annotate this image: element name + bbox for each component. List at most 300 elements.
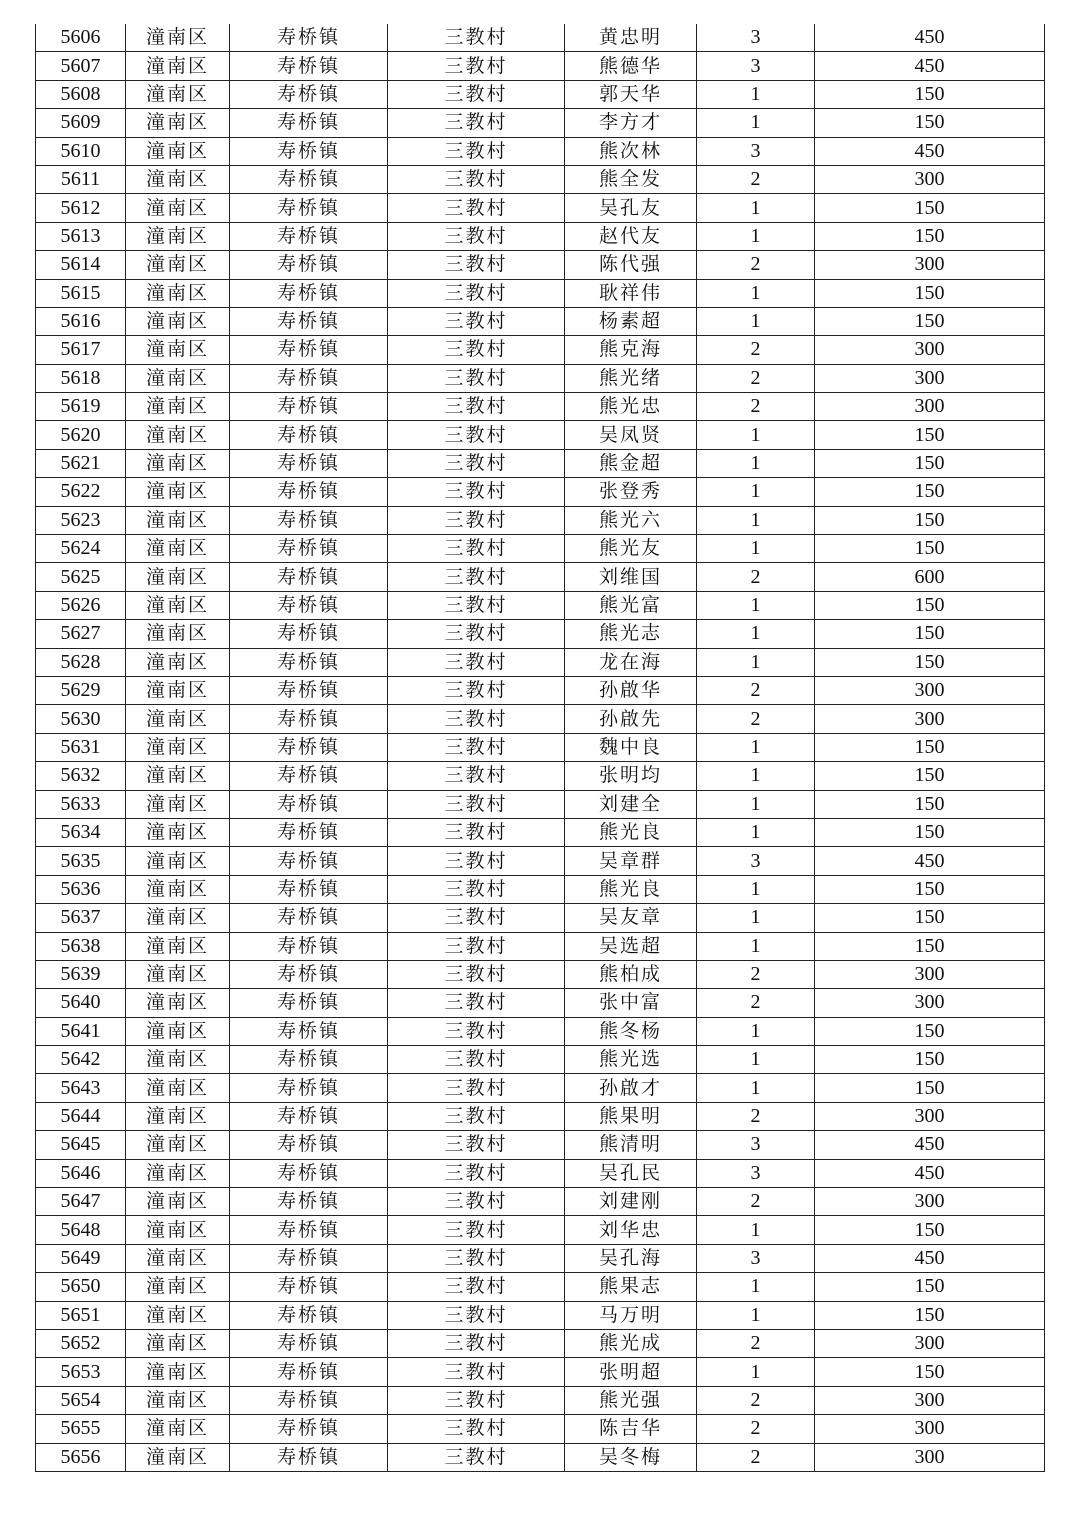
cell-town: 寿桥镇 — [230, 222, 388, 250]
cell-amount: 150 — [815, 506, 1045, 534]
cell-amount: 150 — [815, 932, 1045, 960]
cell-name: 吴章群 — [565, 847, 697, 875]
table-row — [36, 535, 1045, 563]
cell-district: 潼南区 — [126, 762, 230, 790]
cell-town: 寿桥镇 — [230, 364, 388, 392]
cell-no: 5642 — [36, 1046, 126, 1074]
cell-district: 潼南区 — [126, 648, 230, 676]
cell-name: 吴冬梅 — [565, 1443, 697, 1471]
cell-village: 三教村 — [388, 109, 565, 137]
cell-no: 5655 — [36, 1415, 126, 1443]
cell-village: 三教村 — [388, 393, 565, 421]
cell-town: 寿桥镇 — [230, 847, 388, 875]
cell-amount: 150 — [815, 109, 1045, 137]
cell-village: 三教村 — [388, 818, 565, 846]
table-row — [36, 648, 1045, 676]
cell-town: 寿桥镇 — [230, 24, 388, 52]
cell-district: 潼南区 — [126, 1102, 230, 1130]
cell-town: 寿桥镇 — [230, 762, 388, 790]
cell-persons: 1 — [697, 1301, 815, 1329]
cell-amount: 300 — [815, 1386, 1045, 1414]
cell-persons: 2 — [697, 336, 815, 364]
cell-amount: 300 — [815, 165, 1045, 193]
cell-village: 三教村 — [388, 535, 565, 563]
cell-no: 5622 — [36, 478, 126, 506]
cell-village: 三教村 — [388, 904, 565, 932]
cell-town: 寿桥镇 — [230, 989, 388, 1017]
cell-amount: 150 — [815, 790, 1045, 818]
table-row — [36, 1188, 1045, 1216]
cell-village: 三教村 — [388, 251, 565, 279]
cell-no: 5644 — [36, 1102, 126, 1130]
cell-town: 寿桥镇 — [230, 449, 388, 477]
table-row — [36, 421, 1045, 449]
cell-district: 潼南区 — [126, 1415, 230, 1443]
cell-district: 潼南区 — [126, 1216, 230, 1244]
table-row — [36, 1131, 1045, 1159]
cell-village: 三教村 — [388, 24, 565, 52]
cell-town: 寿桥镇 — [230, 904, 388, 932]
cell-persons: 1 — [697, 307, 815, 335]
cell-district: 潼南区 — [126, 1244, 230, 1272]
cell-amount: 150 — [815, 818, 1045, 846]
cell-name: 熊光成 — [565, 1329, 697, 1357]
table-row — [36, 1244, 1045, 1272]
cell-name: 张明均 — [565, 762, 697, 790]
cell-name: 熊光志 — [565, 620, 697, 648]
cell-town: 寿桥镇 — [230, 875, 388, 903]
cell-name: 郭天华 — [565, 80, 697, 108]
cell-no: 5649 — [36, 1244, 126, 1272]
table-row — [36, 1102, 1045, 1130]
table-row — [36, 1443, 1045, 1471]
table-row — [36, 620, 1045, 648]
cell-amount: 300 — [815, 1443, 1045, 1471]
cell-persons: 3 — [697, 1159, 815, 1187]
cell-village: 三教村 — [388, 1329, 565, 1357]
cell-persons: 1 — [697, 1017, 815, 1045]
cell-no: 5614 — [36, 251, 126, 279]
cell-town: 寿桥镇 — [230, 591, 388, 619]
cell-amount: 150 — [815, 222, 1045, 250]
cell-persons: 3 — [697, 52, 815, 80]
cell-persons: 1 — [697, 1358, 815, 1386]
cell-village: 三教村 — [388, 449, 565, 477]
cell-town: 寿桥镇 — [230, 1216, 388, 1244]
cell-no: 5618 — [36, 364, 126, 392]
cell-district: 潼南区 — [126, 818, 230, 846]
cell-district: 潼南区 — [126, 904, 230, 932]
cell-no: 5629 — [36, 676, 126, 704]
cell-persons: 1 — [697, 535, 815, 563]
cell-village: 三教村 — [388, 1358, 565, 1386]
cell-town: 寿桥镇 — [230, 52, 388, 80]
cell-name: 龙在海 — [565, 648, 697, 676]
cell-persons: 1 — [697, 932, 815, 960]
cell-village: 三教村 — [388, 648, 565, 676]
cell-village: 三教村 — [388, 733, 565, 761]
cell-town: 寿桥镇 — [230, 1131, 388, 1159]
cell-amount: 300 — [815, 676, 1045, 704]
cell-persons: 1 — [697, 80, 815, 108]
cell-no: 5623 — [36, 506, 126, 534]
cell-town: 寿桥镇 — [230, 194, 388, 222]
cell-town: 寿桥镇 — [230, 1386, 388, 1414]
cell-no: 5631 — [36, 733, 126, 761]
cell-persons: 2 — [697, 1386, 815, 1414]
cell-name: 熊光良 — [565, 818, 697, 846]
table-row — [36, 336, 1045, 364]
table-row — [36, 1074, 1045, 1102]
cell-district: 潼南区 — [126, 449, 230, 477]
table-row — [36, 1159, 1045, 1187]
cell-persons: 1 — [697, 421, 815, 449]
cell-name: 熊果明 — [565, 1102, 697, 1130]
cell-persons: 1 — [697, 733, 815, 761]
table-row — [36, 1386, 1045, 1414]
table-row — [36, 1358, 1045, 1386]
cell-amount: 150 — [815, 80, 1045, 108]
cell-village: 三教村 — [388, 364, 565, 392]
cell-persons: 2 — [697, 1188, 815, 1216]
cell-no: 5617 — [36, 336, 126, 364]
cell-name: 熊光绪 — [565, 364, 697, 392]
cell-district: 潼南区 — [126, 251, 230, 279]
cell-district: 潼南区 — [126, 24, 230, 52]
cell-amount: 450 — [815, 1244, 1045, 1272]
cell-amount: 150 — [815, 1301, 1045, 1329]
cell-district: 潼南区 — [126, 307, 230, 335]
table-row — [36, 591, 1045, 619]
cell-amount: 150 — [815, 1216, 1045, 1244]
table-row — [36, 80, 1045, 108]
cell-town: 寿桥镇 — [230, 279, 388, 307]
cell-amount: 300 — [815, 1188, 1045, 1216]
cell-town: 寿桥镇 — [230, 563, 388, 591]
cell-name: 赵代友 — [565, 222, 697, 250]
cell-district: 潼南区 — [126, 165, 230, 193]
cell-no: 5616 — [36, 307, 126, 335]
cell-name: 马万明 — [565, 1301, 697, 1329]
cell-name: 吴友章 — [565, 904, 697, 932]
cell-name: 吴凤贤 — [565, 421, 697, 449]
cell-name: 黄忠明 — [565, 24, 697, 52]
table-row — [36, 165, 1045, 193]
cell-no: 5648 — [36, 1216, 126, 1244]
cell-town: 寿桥镇 — [230, 535, 388, 563]
cell-district: 潼南区 — [126, 506, 230, 534]
cell-persons: 3 — [697, 24, 815, 52]
cell-district: 潼南区 — [126, 676, 230, 704]
cell-village: 三教村 — [388, 506, 565, 534]
cell-persons: 3 — [697, 137, 815, 165]
cell-town: 寿桥镇 — [230, 251, 388, 279]
cell-village: 三教村 — [388, 563, 565, 591]
cell-village: 三教村 — [388, 705, 565, 733]
cell-village: 三教村 — [388, 1301, 565, 1329]
table-row — [36, 52, 1045, 80]
cell-no: 5640 — [36, 989, 126, 1017]
cell-village: 三教村 — [388, 165, 565, 193]
cell-village: 三教村 — [388, 1273, 565, 1301]
table-row — [36, 364, 1045, 392]
cell-name: 吴孔友 — [565, 194, 697, 222]
cell-no: 5646 — [36, 1159, 126, 1187]
cell-village: 三教村 — [388, 279, 565, 307]
cell-district: 潼南区 — [126, 875, 230, 903]
cell-name: 张明超 — [565, 1358, 697, 1386]
cell-district: 潼南区 — [126, 1074, 230, 1102]
cell-town: 寿桥镇 — [230, 421, 388, 449]
cell-town: 寿桥镇 — [230, 1046, 388, 1074]
table-row — [36, 1046, 1045, 1074]
table-row — [36, 279, 1045, 307]
cell-persons: 2 — [697, 1102, 815, 1130]
cell-name: 吴孔海 — [565, 1244, 697, 1272]
cell-district: 潼南区 — [126, 336, 230, 364]
cell-village: 三教村 — [388, 222, 565, 250]
cell-village: 三教村 — [388, 336, 565, 364]
cell-village: 三教村 — [388, 1386, 565, 1414]
table-row — [36, 478, 1045, 506]
cell-town: 寿桥镇 — [230, 1329, 388, 1357]
cell-town: 寿桥镇 — [230, 676, 388, 704]
cell-amount: 150 — [815, 1046, 1045, 1074]
cell-amount: 300 — [815, 393, 1045, 421]
cell-district: 潼南区 — [126, 733, 230, 761]
cell-district: 潼南区 — [126, 705, 230, 733]
cell-district: 潼南区 — [126, 393, 230, 421]
cell-district: 潼南区 — [126, 194, 230, 222]
cell-persons: 1 — [697, 648, 815, 676]
cell-name: 熊光忠 — [565, 393, 697, 421]
table-body — [36, 24, 1045, 1471]
cell-district: 潼南区 — [126, 1159, 230, 1187]
cell-persons: 1 — [697, 620, 815, 648]
cell-persons: 2 — [697, 705, 815, 733]
cell-persons: 3 — [697, 1244, 815, 1272]
cell-amount: 300 — [815, 336, 1045, 364]
cell-amount: 150 — [815, 1074, 1045, 1102]
table-row — [36, 676, 1045, 704]
table-row — [36, 1415, 1045, 1443]
cell-name: 熊全发 — [565, 165, 697, 193]
cell-amount: 450 — [815, 52, 1045, 80]
cell-town: 寿桥镇 — [230, 1358, 388, 1386]
cell-amount: 150 — [815, 591, 1045, 619]
table-row — [36, 563, 1045, 591]
cell-district: 潼南区 — [126, 1273, 230, 1301]
cell-persons: 1 — [697, 478, 815, 506]
cell-persons: 2 — [697, 960, 815, 988]
cell-district: 潼南区 — [126, 222, 230, 250]
cell-persons: 1 — [697, 194, 815, 222]
table-row — [36, 904, 1045, 932]
cell-district: 潼南区 — [126, 790, 230, 818]
cell-persons: 1 — [697, 818, 815, 846]
table-row — [36, 251, 1045, 279]
cell-persons: 1 — [697, 790, 815, 818]
cell-name: 熊光选 — [565, 1046, 697, 1074]
table-row — [36, 705, 1045, 733]
cell-name: 孙啟才 — [565, 1074, 697, 1102]
cell-amount: 450 — [815, 1131, 1045, 1159]
cell-district: 潼南区 — [126, 535, 230, 563]
cell-town: 寿桥镇 — [230, 818, 388, 846]
cell-district: 潼南区 — [126, 847, 230, 875]
table-row — [36, 393, 1045, 421]
table-row — [36, 307, 1045, 335]
table-row — [36, 960, 1045, 988]
cell-name: 陈代强 — [565, 251, 697, 279]
cell-no: 5607 — [36, 52, 126, 80]
cell-no: 5636 — [36, 875, 126, 903]
cell-town: 寿桥镇 — [230, 393, 388, 421]
cell-district: 潼南区 — [126, 137, 230, 165]
cell-village: 三教村 — [388, 847, 565, 875]
cell-name: 熊克海 — [565, 336, 697, 364]
table-row — [36, 875, 1045, 903]
cell-district: 潼南区 — [126, 989, 230, 1017]
cell-name: 杨素超 — [565, 307, 697, 335]
table-row — [36, 506, 1045, 534]
cell-village: 三教村 — [388, 620, 565, 648]
cell-persons: 1 — [697, 1046, 815, 1074]
table-row — [36, 932, 1045, 960]
cell-no: 5641 — [36, 1017, 126, 1045]
cell-village: 三教村 — [388, 1159, 565, 1187]
cell-town: 寿桥镇 — [230, 1102, 388, 1130]
cell-name: 熊冬杨 — [565, 1017, 697, 1045]
cell-name: 孙啟华 — [565, 676, 697, 704]
cell-persons: 1 — [697, 1216, 815, 1244]
cell-name: 刘建刚 — [565, 1188, 697, 1216]
cell-amount: 150 — [815, 279, 1045, 307]
cell-district: 潼南区 — [126, 1301, 230, 1329]
cell-no: 5610 — [36, 137, 126, 165]
cell-village: 三教村 — [388, 932, 565, 960]
cell-amount: 300 — [815, 960, 1045, 988]
table-row — [36, 1216, 1045, 1244]
cell-no: 5609 — [36, 109, 126, 137]
cell-persons: 2 — [697, 563, 815, 591]
cell-district: 潼南区 — [126, 364, 230, 392]
cell-town: 寿桥镇 — [230, 336, 388, 364]
cell-no: 5608 — [36, 80, 126, 108]
cell-town: 寿桥镇 — [230, 1301, 388, 1329]
cell-no: 5620 — [36, 421, 126, 449]
cell-amount: 450 — [815, 137, 1045, 165]
cell-village: 三教村 — [388, 137, 565, 165]
cell-name: 熊次林 — [565, 137, 697, 165]
cell-persons: 3 — [697, 847, 815, 875]
cell-district: 潼南区 — [126, 52, 230, 80]
cell-amount: 150 — [815, 194, 1045, 222]
cell-town: 寿桥镇 — [230, 705, 388, 733]
cell-no: 5652 — [36, 1329, 126, 1357]
cell-persons: 2 — [697, 364, 815, 392]
table-row — [36, 1017, 1045, 1045]
table-row — [36, 449, 1045, 477]
cell-village: 三教村 — [388, 52, 565, 80]
cell-persons: 2 — [697, 989, 815, 1017]
cell-name: 刘华忠 — [565, 1216, 697, 1244]
cell-name: 熊金超 — [565, 449, 697, 477]
cell-district: 潼南区 — [126, 1329, 230, 1357]
cell-town: 寿桥镇 — [230, 80, 388, 108]
cell-no: 5621 — [36, 449, 126, 477]
cell-town: 寿桥镇 — [230, 1443, 388, 1471]
cell-no: 5637 — [36, 904, 126, 932]
cell-no: 5633 — [36, 790, 126, 818]
cell-amount: 150 — [815, 733, 1045, 761]
cell-no: 5653 — [36, 1358, 126, 1386]
cell-persons: 2 — [697, 1443, 815, 1471]
cell-town: 寿桥镇 — [230, 137, 388, 165]
cell-village: 三教村 — [388, 790, 565, 818]
cell-district: 潼南区 — [126, 279, 230, 307]
cell-no: 5611 — [36, 165, 126, 193]
cell-amount: 150 — [815, 1358, 1045, 1386]
cell-district: 潼南区 — [126, 620, 230, 648]
cell-amount: 450 — [815, 24, 1045, 52]
cell-town: 寿桥镇 — [230, 1415, 388, 1443]
cell-town: 寿桥镇 — [230, 648, 388, 676]
cell-amount: 450 — [815, 1159, 1045, 1187]
cell-town: 寿桥镇 — [230, 960, 388, 988]
cell-no: 5635 — [36, 847, 126, 875]
cell-no: 5626 — [36, 591, 126, 619]
cell-persons: 1 — [697, 904, 815, 932]
cell-amount: 300 — [815, 251, 1045, 279]
cell-amount: 150 — [815, 307, 1045, 335]
cell-town: 寿桥镇 — [230, 109, 388, 137]
cell-village: 三教村 — [388, 421, 565, 449]
cell-amount: 300 — [815, 1102, 1045, 1130]
cell-persons: 3 — [697, 1131, 815, 1159]
cell-name: 刘建全 — [565, 790, 697, 818]
cell-persons: 2 — [697, 1415, 815, 1443]
cell-town: 寿桥镇 — [230, 1074, 388, 1102]
table-row — [36, 1301, 1045, 1329]
cell-district: 潼南区 — [126, 563, 230, 591]
cell-town: 寿桥镇 — [230, 790, 388, 818]
table-row — [36, 733, 1045, 761]
cell-persons: 1 — [697, 1273, 815, 1301]
cell-town: 寿桥镇 — [230, 1017, 388, 1045]
cell-persons: 1 — [697, 449, 815, 477]
cell-district: 潼南区 — [126, 1443, 230, 1471]
cell-no: 5630 — [36, 705, 126, 733]
table-row — [36, 222, 1045, 250]
cell-name: 熊光良 — [565, 875, 697, 903]
cell-village: 三教村 — [388, 1046, 565, 1074]
cell-district: 潼南区 — [126, 960, 230, 988]
cell-no: 5643 — [36, 1074, 126, 1102]
cell-amount: 150 — [815, 1273, 1045, 1301]
cell-village: 三教村 — [388, 591, 565, 619]
cell-amount: 300 — [815, 705, 1045, 733]
cell-no: 5654 — [36, 1386, 126, 1414]
cell-persons: 2 — [697, 676, 815, 704]
cell-village: 三教村 — [388, 194, 565, 222]
cell-district: 潼南区 — [126, 421, 230, 449]
cell-village: 三教村 — [388, 1415, 565, 1443]
cell-name: 熊果志 — [565, 1273, 697, 1301]
cell-no: 5628 — [36, 648, 126, 676]
cell-no: 5650 — [36, 1273, 126, 1301]
cell-no: 5638 — [36, 932, 126, 960]
